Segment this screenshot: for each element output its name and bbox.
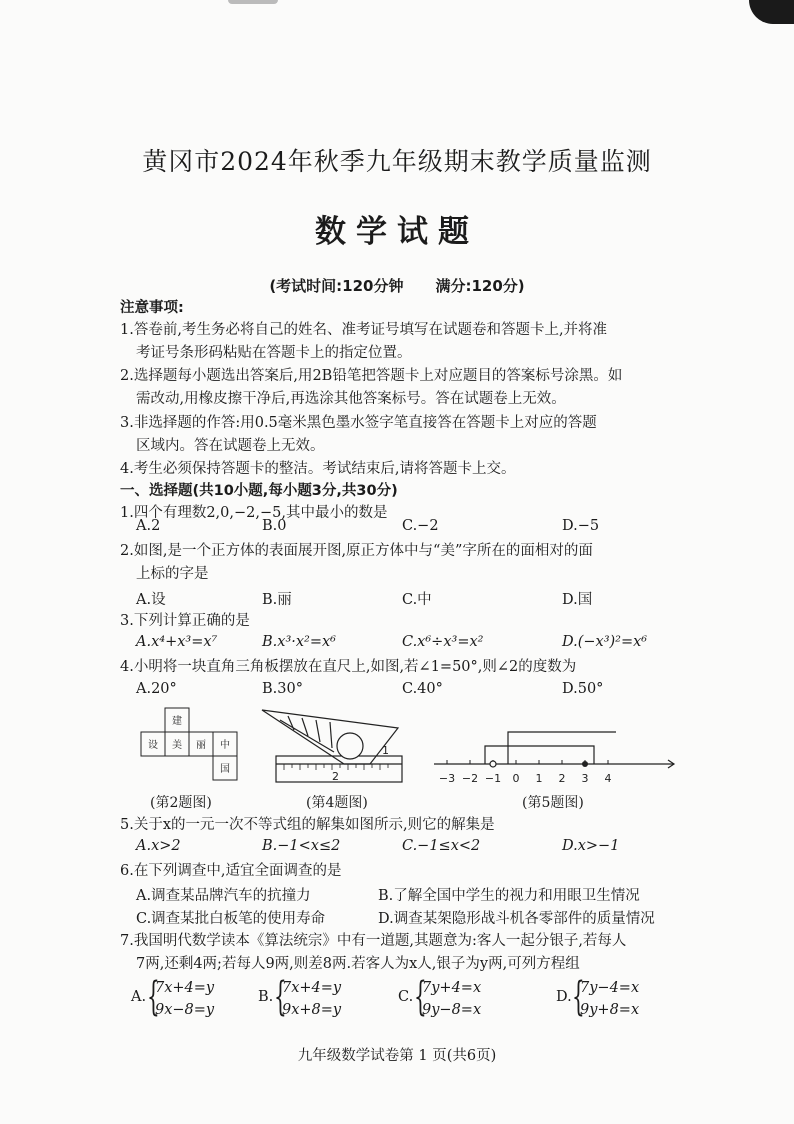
note-line: 区域内。答在试题卷上无效。 [136, 438, 325, 454]
question-2-cont: 上标的字是 [136, 566, 209, 582]
question-4: 4.小明将一块直角三角板摆放在直尺上,如图,若∠1=50°,则∠2的度数为 [120, 659, 577, 675]
notes-heading: 注意事项: [120, 300, 184, 316]
tick-label: −3 [438, 772, 456, 785]
figure-5-caption: (第5题图) [522, 795, 584, 811]
section-heading: 一、选择题(共10小题,每小题3分,共30分) [120, 483, 398, 499]
note-line: 考证号条形码粘贴在答题卡上的指定位置。 [136, 345, 412, 361]
q4-option-b: B.30° [262, 681, 303, 697]
cube-net-figure [134, 706, 244, 782]
brace-icon: { [147, 974, 160, 1020]
q7-option-c-label: C. [398, 989, 414, 1005]
net-cell: 丽 [196, 740, 206, 751]
tick-label: 2 [558, 772, 566, 785]
note-line: 1.答卷前,考生务必将自己的姓名、准考证号填写在试题卷和答题卡上,并将准 [120, 322, 608, 338]
q2-option-b: B.丽 [262, 592, 292, 608]
q2-option-d: D.国 [562, 592, 593, 608]
q6-option-d: D.调查某架隐形战斗机各零部件的质量情况 [378, 911, 655, 927]
q6-option-b: B.了解全国中学生的视力和用眼卫生情况 [378, 888, 640, 904]
q7-b-eq2: 9x+8=y [282, 1002, 342, 1018]
q4-option-c: C.40° [402, 681, 443, 697]
note-line: 4.考生必须保持答题卡的整洁。考试结束后,请将答题卡上交。 [120, 461, 516, 477]
q2-option-a: A.设 [136, 592, 166, 608]
net-cell: 建 [172, 716, 182, 727]
q3-option-b: B.x³·x²=x⁶ [262, 634, 336, 650]
angle-1-label: 1 [382, 744, 389, 757]
q7-option-b-label: B. [258, 989, 274, 1005]
question-3: 3.下列计算正确的是 [120, 613, 250, 629]
q4-option-d: D.50° [562, 681, 604, 697]
q1-option-c: C.−2 [402, 518, 439, 534]
q7-d-eq1: 7y−4=x [580, 980, 640, 996]
subject-title: 数学试题 [315, 214, 479, 250]
q7-d-eq2: 9y+8=x [580, 1002, 640, 1018]
q3-option-a: A.x⁴+x³=x⁷ [136, 634, 218, 650]
exam-info [0, 275, 794, 296]
question-7-cont: 7两,还剩4两;若每人9两,则差8两.若客人为x人,银子为y两,可列方程组 [136, 956, 580, 972]
exam-time: (考试时间:120分钟 [269, 277, 404, 295]
q4-option-a: A.20° [136, 681, 177, 697]
q3-option-c: C.x⁶÷x³=x² [402, 634, 484, 650]
angle-2-label: 2 [332, 770, 339, 783]
q1-option-d: D.−5 [562, 518, 600, 534]
q1-option-b: B.0 [262, 518, 287, 534]
q5-option-d: D.x>−1 [562, 838, 620, 854]
note-line: 需改动,用橡皮擦干净后,再选涂其他答案标号。答在试题卷上无效。 [136, 391, 566, 407]
q7-b-eq1: 7x+4=y [282, 980, 342, 996]
q1-option-a: A.2 [136, 518, 161, 534]
question-2: 2.如图,是一个正方体的表面展开图,原正方体中与“美”字所在的面相对的面 [120, 543, 593, 559]
tick-label: 3 [581, 772, 589, 785]
brace-icon: { [274, 974, 287, 1020]
closed-point [582, 761, 588, 767]
net-cell: 美 [172, 740, 182, 751]
tick-label: 0 [512, 772, 520, 785]
question-6: 6.在下列调查中,适宜全面调查的是 [120, 863, 342, 879]
q7-a-eq2: 9x−8=y [155, 1002, 215, 1018]
triangle-ruler-figure [258, 706, 418, 788]
brace-icon: { [572, 974, 585, 1020]
q5-option-a: A.x>2 [136, 838, 181, 854]
number-line-figure [430, 712, 680, 788]
note-line: 3.非选择题的作答:用0.5毫米黑色墨水签字笔直接答在答题卡上对应的答题 [120, 415, 597, 431]
tick-label: −2 [461, 772, 479, 785]
q7-option-d-label: D. [556, 989, 572, 1005]
q7-option-a-label: A. [131, 989, 147, 1005]
brace-icon: { [414, 974, 427, 1020]
note-line: 2.选择题每小题选出答案后,用2B铅笔把答题卡上对应题目的答案标号涂黑。如 [120, 368, 623, 384]
question-1: 1.四个有理数2,0,−2,−5,其中最小的数是 [120, 505, 388, 521]
open-point [490, 761, 496, 767]
tick-label: 1 [535, 772, 543, 785]
q6-option-a: A.调查某品牌汽车的抗撞力 [136, 888, 311, 904]
q7-c-eq2: 9y−8=x [422, 1002, 482, 1018]
question-7: 7.我国明代数学读本《算法统宗》中有一道题,其题意为:客人一起分银子,若每人 [120, 933, 627, 949]
exam-title: 黄冈市2024年秋季九年级期末教学质量监测 [142, 147, 652, 176]
net-cell: 国 [220, 764, 230, 775]
question-5: 5.关于x的一元一次不等式组的解集如图所示,则它的解集是 [120, 817, 495, 833]
figure-2-caption: (第2题图) [150, 795, 212, 811]
q5-option-b: B.−1<x≤2 [262, 838, 341, 854]
q7-a-eq1: 7x+4=y [155, 980, 215, 996]
q6-option-c: C.调查某批白板笔的使用寿命 [136, 911, 326, 927]
q7-c-eq1: 7y+4=x [422, 980, 482, 996]
full-score: 满分:120分) [435, 277, 525, 295]
tick-label: 4 [604, 772, 612, 785]
tick-label: −1 [484, 772, 502, 785]
page-footer: 九年级数学试卷第 1 页(共6页) [297, 1048, 497, 1064]
net-cell: 设 [148, 740, 158, 751]
figure-4-caption: (第4题图) [306, 795, 368, 811]
scan-shadow [749, 0, 794, 24]
q5-option-c: C.−1≤x<2 [402, 838, 481, 854]
q3-option-d: D.(−x³)²=x⁶ [562, 634, 648, 650]
scan-mark [228, 0, 278, 4]
net-cell: 中 [220, 740, 230, 751]
q2-option-c: C.中 [402, 592, 432, 608]
